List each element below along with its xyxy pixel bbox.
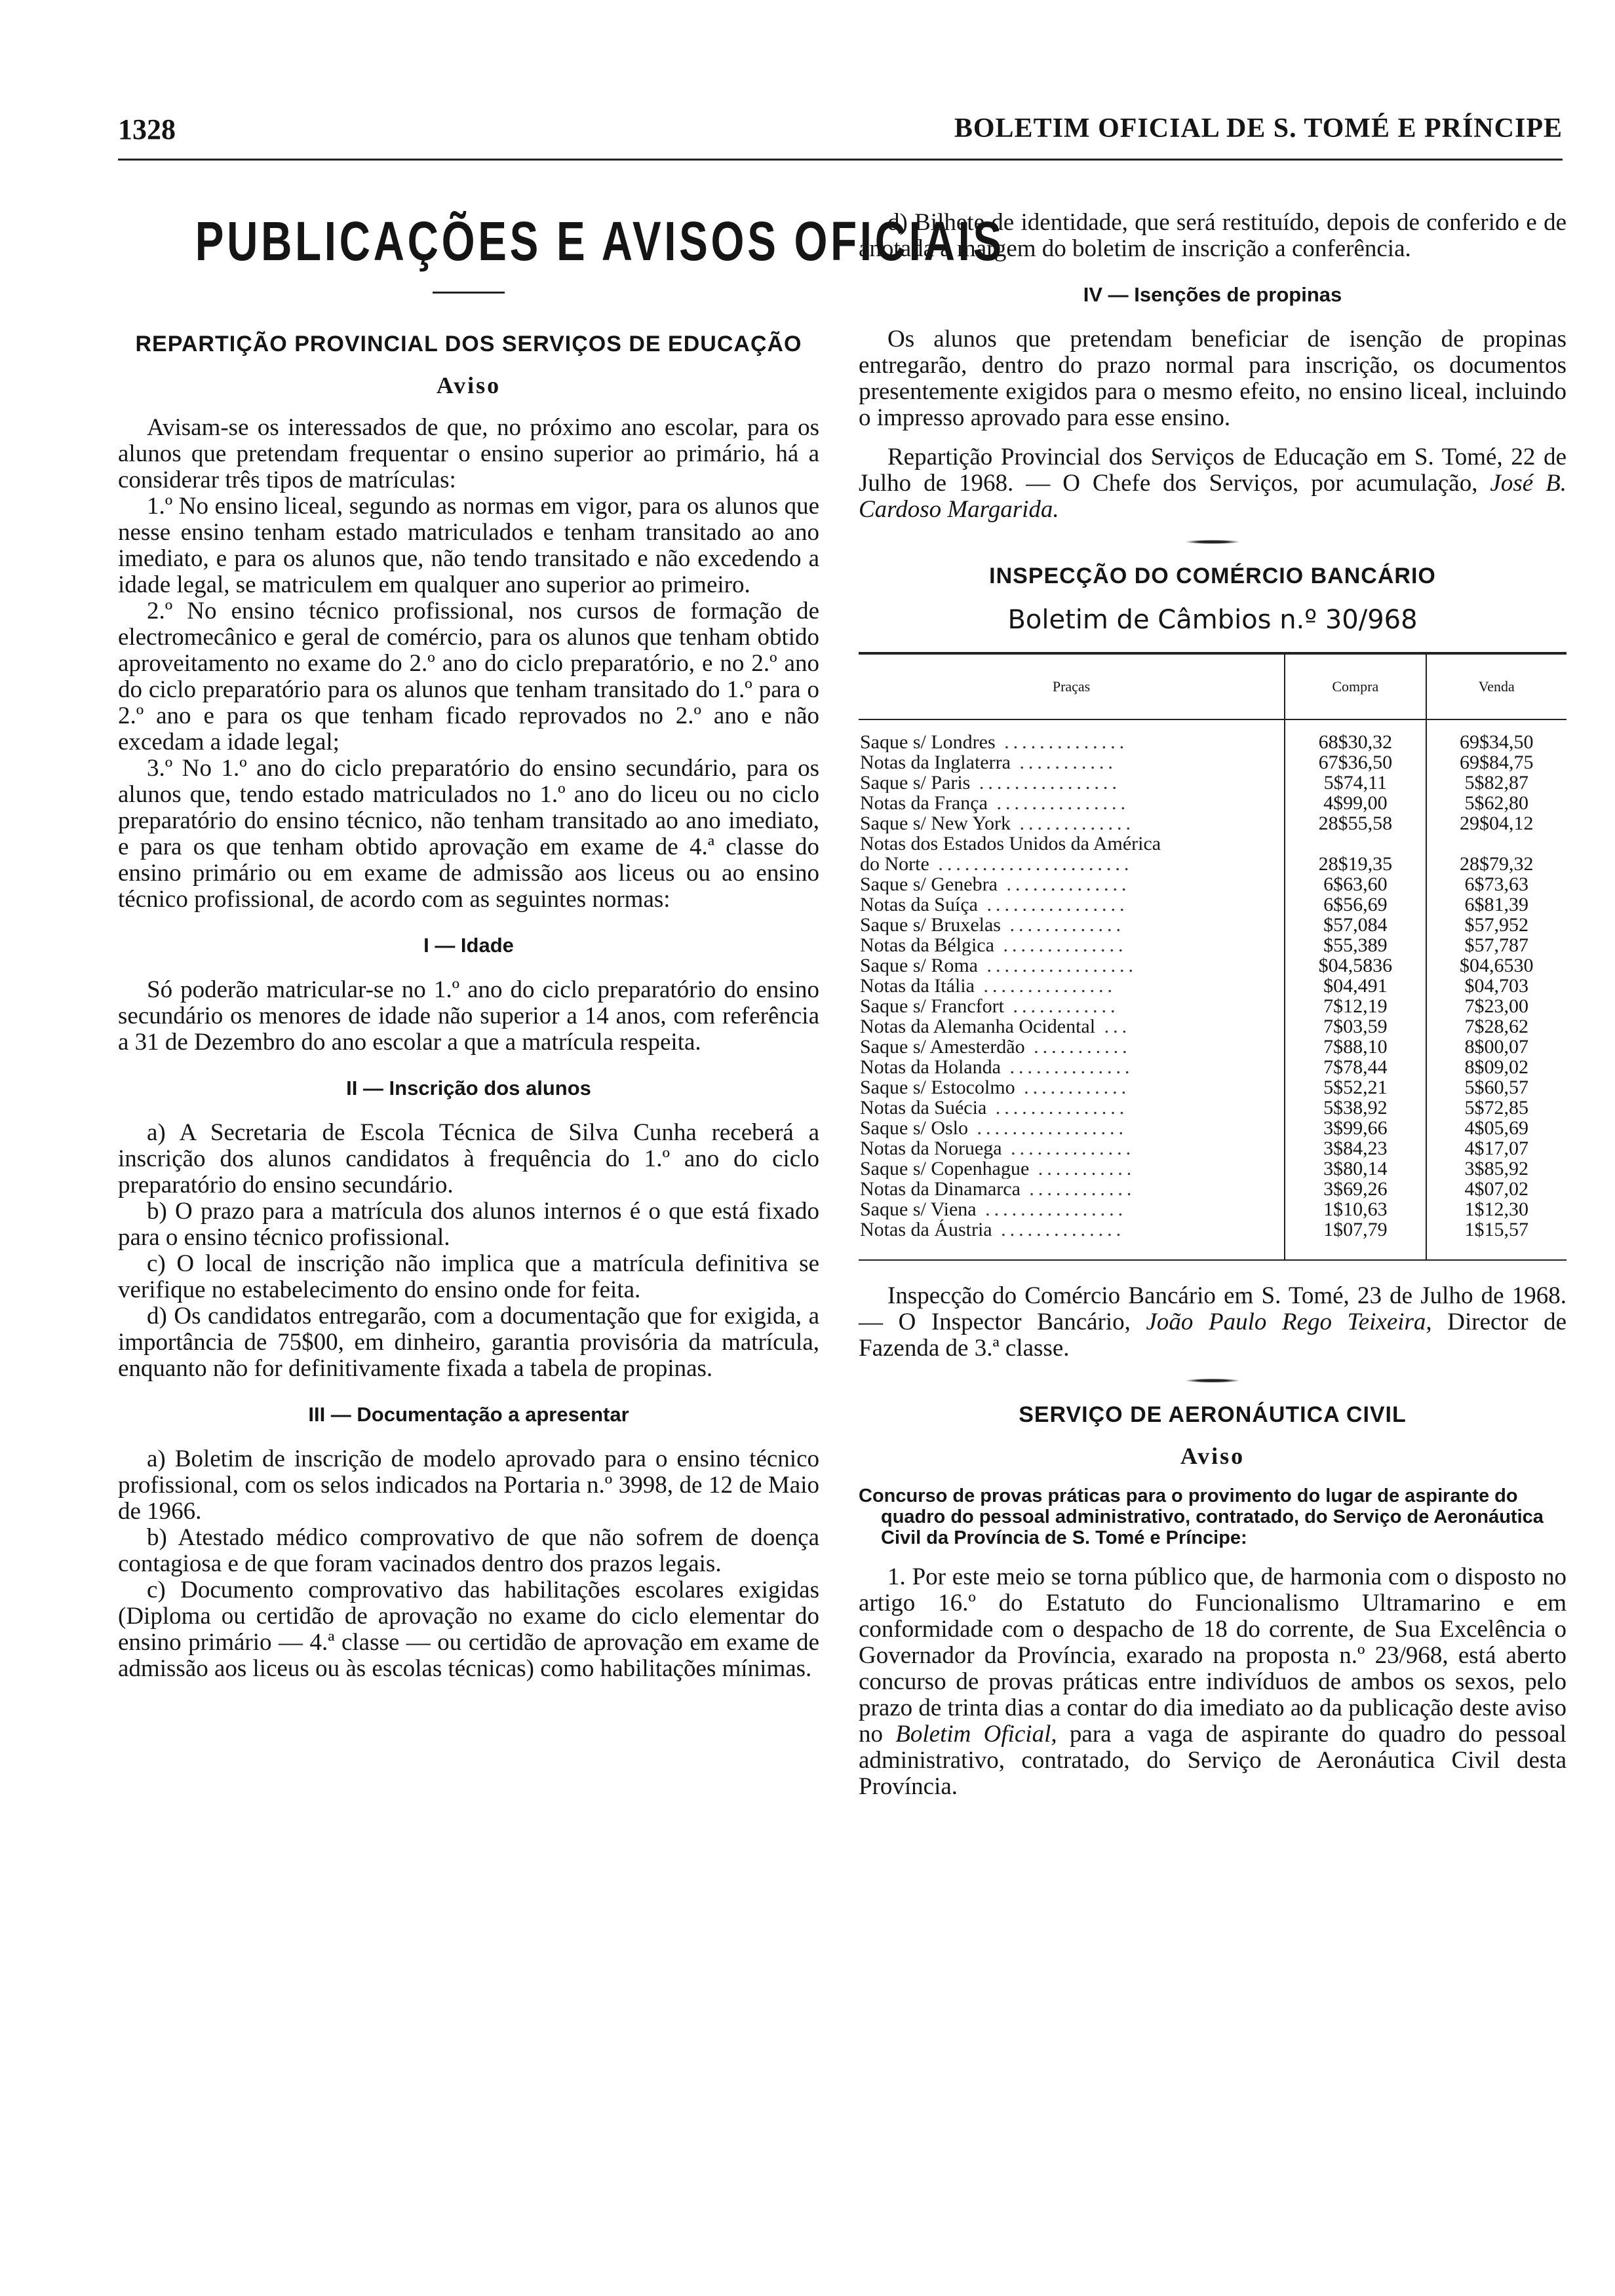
compra-cell: 3$69,26: [1285, 1179, 1426, 1199]
aviso-heading: Aviso: [436, 372, 501, 398]
leader-dots: ...........: [1010, 752, 1117, 773]
praca-cell: [859, 833, 1285, 854]
inscricao-b: b) O prazo para a matrícula dos alunos internos é o que está fixado para o ensino técnico profissional.: [118, 1198, 819, 1251]
praca-cell: [859, 1098, 1285, 1118]
header-pracas: Praças: [859, 653, 1285, 719]
compra-cell: $04,5836: [1285, 955, 1426, 976]
page-number: 1328: [118, 113, 176, 145]
section-title-inspeccao: INSPECÇÃO DO COMÉRCIO BANCÁRIO: [989, 564, 1436, 588]
documentacao-b: b) Atestado médico comprovativo de que não sofrem de doença contagiosa e de que foram vacinados dentro dos prazos legais.: [118, 1524, 819, 1577]
compra-cell: 1$10,63: [1285, 1199, 1426, 1219]
leader-dots: ...: [1095, 1016, 1131, 1037]
compra-cell: 5$74,11: [1285, 773, 1426, 793]
venda-cell: 69$34,50: [1426, 719, 1566, 752]
table-row: [859, 752, 1566, 773]
leader-dots: ................: [976, 1199, 1127, 1219]
venda-cell: $57,952: [1426, 915, 1566, 935]
praca-label: Notas da Itália: [860, 976, 975, 996]
praca-cell: [859, 915, 1285, 935]
praca-label: Saque s/ Francfort: [860, 996, 1004, 1016]
aviso-heading-2: Aviso: [1180, 1443, 1245, 1469]
praca-cell: [859, 793, 1285, 813]
table-row: [859, 773, 1566, 793]
compra-cell: 1$07,79: [1285, 1219, 1426, 1260]
concurso-heading: Concurso de provas práticas para o provimento do lugar de aspirante do quadro do pessoal administrativo, contratado, do Serviço de Aeronáutica Civil da Província de S. Tomé e Príncipe:: [859, 1485, 1544, 1548]
table-row: [859, 1077, 1566, 1098]
compra-cell: 7$12,19: [1285, 996, 1426, 1016]
compra-cell: 28$19,35: [1285, 854, 1426, 874]
leader-dots: ..............: [995, 731, 1129, 752]
venda-cell: 5$60,57: [1426, 1077, 1566, 1098]
table-body: [859, 719, 1566, 1260]
compra-cell: 7$78,44: [1285, 1057, 1426, 1077]
praca-cell: [859, 1219, 1285, 1260]
leader-dots: .............: [1000, 915, 1125, 935]
closing-educacao-text: Repartição Provincial dos Serviços de Educação em S. Tomé, 22 de Julho de 1968. — O Chefe dos Serviços, por acumulação,: [859, 444, 1566, 497]
venda-cell: $57,787: [1426, 935, 1566, 955]
venda-cell: 4$07,02: [1426, 1179, 1566, 1199]
inscricao-d: d) Os candidatos entregarão, com a documentação que for exigida, a importância de 75$00, em dinheiro, garantia provisória da matrícula, enquanto não for definitivamente fixada a tabela de propinas.: [118, 1303, 819, 1382]
item-1-paragraph: 1.º No ensino liceal, segundo as normas em vigor, para os alunos que nesse ensino tenham estado matriculados e tenham transitado ao ano imediato, e para os alunos que, não tendo transitado e não excedendo a idade legal, se matriculem em qualquer ano superior ao primeiro.: [118, 493, 819, 598]
section-divider: [1186, 540, 1239, 544]
signature-inspeccao: João Paulo Rego Teixeira,: [1146, 1309, 1432, 1335]
praca-label: Saque s/ Roma: [860, 955, 978, 976]
praca-cell: [859, 813, 1285, 833]
venda-cell: [1426, 833, 1566, 854]
subhead-isencoes: IV — Isenções de propinas: [1083, 283, 1342, 306]
running-header: [118, 113, 1563, 161]
table-row: [859, 894, 1566, 915]
venda-cell: 3$85,92: [1426, 1158, 1566, 1179]
compra-cell: 4$99,00: [1285, 793, 1426, 813]
praca-label: Saque s/ Viena: [860, 1199, 977, 1219]
praca-label: do Norte: [860, 854, 929, 874]
praca-label: Notas da Suécia: [860, 1098, 987, 1118]
intro-paragraph: Avisam-se os interessados de que, no próximo ano escolar, para os alunos que pretendam frequentar o ensino superior ao primário, há a considerar três tipos de matrículas:: [118, 414, 819, 493]
leader-dots: ...............: [986, 1098, 1129, 1118]
isencoes-paragraph: Os alunos que pretendam beneficiar de isenção de propinas entregarão, dentro do prazo normal para inscrição, os documentos presentemente exigidos para o mesmo efeito, no ensino liceal, incluindo o impresso aprovado para esse ensino.: [859, 326, 1566, 431]
praca-cell: [859, 894, 1285, 915]
praca-label: Notas da Suíça: [860, 894, 978, 915]
item-2-paragraph: 2.º No ensino técnico profissional, nos cursos de formação de electromecânico e geral de comércio, para os alunos que tenham obtido aproveitamento no exame do 2.º ano do ciclo preparatório, e no 2.º ano do ciclo preparatório para os alunos que tenham transitado do 1.º para o 2.º ano e para os que tenham ficado reprovados no 2.º ano e não excedam a idade legal;: [118, 598, 819, 756]
praca-label: Saque s/ Oslo: [860, 1118, 968, 1138]
section-title-educacao: REPARTIÇÃO PROVINCIAL DOS SERVIÇOS DE EDUCAÇÃO: [135, 332, 802, 356]
compra-cell: 5$52,21: [1285, 1077, 1426, 1098]
table-row: [859, 854, 1566, 874]
table-row: [859, 1199, 1566, 1219]
aeronautica-paragraph-1: [859, 1564, 1566, 1800]
table-row: [859, 1158, 1566, 1179]
leader-dots: ..............: [1002, 1138, 1135, 1158]
praca-cell: [859, 1158, 1285, 1179]
leader-dots: ................: [977, 894, 1129, 915]
table-row: [859, 935, 1566, 955]
title-rule: [433, 292, 505, 294]
idade-paragraph: Só poderão matricular-se no 1.º ano do ciclo preparatório do ensino secundário os menores de idade não superior a 14 anos, com referência a 31 de Dezembro do ano escolar a que a matrícula respeita.: [118, 976, 819, 1056]
paragraph-1-italic: Boletim Oficial,: [895, 1721, 1057, 1748]
table-row: [859, 719, 1566, 752]
compra-cell: 3$80,14: [1285, 1158, 1426, 1179]
table-header-row: [859, 653, 1566, 719]
venda-cell: 1$12,30: [1426, 1199, 1566, 1219]
leader-dots: ............: [1020, 1179, 1136, 1199]
table-row: [859, 813, 1566, 833]
compra-cell: $57,084: [1285, 915, 1426, 935]
leader-dots: ..............: [1000, 1057, 1134, 1077]
venda-cell: 4$17,07: [1426, 1138, 1566, 1158]
praca-label: Notas da Bélgica: [860, 935, 994, 955]
venda-cell: 5$62,80: [1426, 793, 1566, 813]
closing-educacao: [859, 444, 1566, 523]
table-row: [859, 955, 1566, 976]
section-title-aeronautica: SERVIÇO DE AERONÁUTICA CIVIL: [1019, 1402, 1407, 1427]
praca-cell: [859, 1199, 1285, 1219]
praca-label: Notas da Inglaterra: [860, 752, 1011, 773]
header-venda: Venda: [1426, 653, 1566, 719]
paragraph-1-part-a: 1. Por este meio se torna público que, de harmonia com o disposto no artigo 16.º do Estatuto do Funcionalismo Ultramarino e em conformidade com o despacho de 18 do corrente, de Sua Excelência o Governador da Província, exarado na proposta n.º 23/968, está aberto concurso de provas práticas entre indivíduos de ambos os sexos, pelo prazo de trinta dias a contar do dia imediato ao da publicação deste aviso no: [859, 1563, 1566, 1748]
compra-cell: 7$03,59: [1285, 1016, 1426, 1037]
paragraph-1-part-b: para a vaga de aspirante do quadro do pessoal administrativo, contratado, do Serviço de Aeronáutica Civil desta Província.: [859, 1721, 1567, 1800]
venda-cell: 6$73,63: [1426, 874, 1566, 894]
venda-cell: 28$79,32: [1426, 854, 1566, 874]
closing-inspeccao-text: Inspecção do Comércio Bancário em S. Tomé, 23 de Julho de 1968. — O Inspector Bancário,: [859, 1282, 1566, 1335]
praca-label: Notas da Dinamarca: [860, 1179, 1021, 1199]
subhead-inscricao: II — Inscrição dos alunos: [346, 1077, 591, 1100]
leader-dots: .............: [1011, 813, 1135, 833]
praca-cell: [859, 1118, 1285, 1138]
item-3-paragraph: 3.º No 1.º ano do ciclo preparatório do ensino secundário, para os alunos que, tendo estado matriculados no 1.º ano do liceu ou no ciclo preparatório do ensino técnico, não tenham transitado ao ano imediato, e para os que tenham obtido aprovação em exame de 4.ª classe do ensino primário ou em exame de admissão aos liceus ou ao ensino técnico profissional, de acordo com as seguintes normas:: [118, 755, 819, 913]
praca-label: Saque s/ Estocolmo: [860, 1077, 1015, 1098]
leader-dots: ..............: [992, 1219, 1125, 1240]
table-row: [859, 915, 1566, 935]
documentacao-c: c) Documento comprovativo das habilitações escolares exigidas (Diploma ou certidão de aprovação no exame do ciclo elementar do ensino primário — 4.ª classe — ou certidão de aprovação em exame de admissão aos liceus ou às escolas técnicas) como habilitações mínimas.: [118, 1577, 819, 1682]
journal-title: BOLETIM OFICIAL DE S. TOMÉ E PRÍNCIPE: [954, 113, 1563, 144]
leader-dots: ...........: [1029, 1158, 1136, 1179]
table-row: [859, 874, 1566, 894]
leader-dots: ......................: [929, 854, 1133, 874]
table-row: [859, 1037, 1566, 1057]
table-row: [859, 793, 1566, 813]
exchange-rates-table: [859, 652, 1566, 1261]
praca-cell: [859, 1057, 1285, 1077]
praca-label: Notas da Áustria: [860, 1219, 992, 1240]
compra-cell: 68$30,32: [1285, 719, 1426, 752]
praca-cell: [859, 1016, 1285, 1037]
right-column: [859, 210, 1566, 1800]
leader-dots: .................: [968, 1118, 1127, 1138]
inscricao-a: a) A Secretaria de Escola Técnica de Silva Cunha receberá a inscrição dos alunos candidatos à frequência do 1.º ano do ciclo preparatório do ensino secundário.: [118, 1119, 819, 1198]
compra-cell: $55,389: [1285, 935, 1426, 955]
table-row: [859, 976, 1566, 996]
compra-cell: 6$63,60: [1285, 874, 1426, 894]
table-row: [859, 1016, 1566, 1037]
leader-dots: ............: [1003, 996, 1119, 1016]
main-title: PUBLICAÇÕES E AVISOS OFICIAIS: [195, 210, 1005, 272]
documentacao-d: d) Bilhete de identidade, que será restituído, depois de conferido e de anotada à margem do boletim de inscrição a conferência.: [859, 209, 1566, 262]
venda-cell: 8$00,07: [1426, 1037, 1566, 1057]
praca-label: Notas da Alemanha Ocidental: [860, 1016, 1096, 1037]
compra-cell: 28$55,58: [1285, 813, 1426, 833]
leader-dots: ..............: [997, 874, 1131, 894]
signature-educacao: José B. Cardoso Margarida.: [859, 470, 1566, 523]
table-row: [859, 1219, 1566, 1260]
venda-cell: 5$82,87: [1426, 773, 1566, 793]
praca-label: Saque s/ Genebra: [860, 874, 998, 894]
compra-cell: 7$88,10: [1285, 1037, 1426, 1057]
praca-cell: [859, 1138, 1285, 1158]
venda-cell: 69$84,75: [1426, 752, 1566, 773]
praca-cell: [859, 719, 1285, 752]
venda-cell: 6$81,39: [1426, 894, 1566, 915]
leader-dots: ...............: [974, 976, 1116, 996]
praca-cell: [859, 752, 1285, 773]
boletim-title: Boletim de Câmbios n.º 30/968: [1007, 605, 1418, 635]
compra-cell: 3$99,66: [1285, 1118, 1426, 1138]
praca-cell: [859, 996, 1285, 1016]
subhead-documentacao: III — Documentação a apresentar: [308, 1403, 629, 1426]
header-compra: Compra: [1285, 653, 1426, 719]
table-row: [859, 1098, 1566, 1118]
praca-label: Notas da Holanda: [860, 1057, 1001, 1077]
praca-cell: [859, 773, 1285, 793]
compra-cell: 6$56,69: [1285, 894, 1426, 915]
praca-cell: [859, 1179, 1285, 1199]
table-row: [859, 1138, 1566, 1158]
praca-label: Saque s/ Londres: [860, 731, 996, 752]
venda-cell: $04,6530: [1426, 955, 1566, 976]
leader-dots: ...........: [1024, 1037, 1131, 1057]
leader-dots: .................: [978, 955, 1137, 976]
praca-label: Notas dos Estados Unidos da América: [860, 833, 1161, 854]
table-row: [859, 996, 1566, 1016]
compra-cell: 67$36,50: [1285, 752, 1426, 773]
praca-cell: [859, 955, 1285, 976]
praca-cell: [859, 976, 1285, 996]
praca-cell: [859, 854, 1285, 874]
compra-cell: 5$38,92: [1285, 1098, 1426, 1118]
praca-label: Notas da Noruega: [860, 1138, 1002, 1158]
venda-cell: 1$15,57: [1426, 1219, 1566, 1260]
venda-cell: $04,703: [1426, 976, 1566, 996]
leader-dots: ................: [970, 773, 1121, 793]
praca-label: Saque s/ Bruxelas: [860, 915, 1001, 935]
section-divider-2: [1186, 1379, 1239, 1383]
praca-label: Saque s/ New York: [860, 813, 1011, 833]
documentacao-a: a) Boletim de inscrição de modelo aprovado para o ensino técnico profissional, com os selos indicados na Portaria n.º 3998, de 12 de Maio de 1966.: [118, 1445, 819, 1525]
praca-label: Saque s/ Amesterdão: [860, 1037, 1025, 1057]
praca-label: Saque s/ Paris: [860, 773, 971, 793]
compra-cell: $04,491: [1285, 976, 1426, 996]
praca-label: Notas da França: [860, 793, 988, 813]
praca-label: Saque s/ Copenhague: [860, 1158, 1030, 1179]
venda-cell: 7$28,62: [1426, 1016, 1566, 1037]
compra-cell: [1285, 833, 1426, 854]
praca-cell: [859, 1037, 1285, 1057]
table-row: [859, 1179, 1566, 1199]
inscricao-c: c) O local de inscrição não implica que a matrícula definitiva se verifique no estabelecimento do ensino onde for feita.: [118, 1250, 819, 1303]
praca-cell: [859, 935, 1285, 955]
leader-dots: ...............: [987, 793, 1129, 813]
table-row: [859, 1118, 1566, 1138]
compra-cell: 3$84,23: [1285, 1138, 1426, 1158]
venda-cell: 29$04,12: [1426, 813, 1566, 833]
closing-inspeccao-tail: Director de Fazenda de 3.ª classe.: [859, 1309, 1567, 1362]
leader-dots: ............: [1015, 1077, 1131, 1098]
venda-cell: 4$05,69: [1426, 1118, 1566, 1138]
venda-cell: 7$23,00: [1426, 996, 1566, 1016]
praca-cell: [859, 874, 1285, 894]
subhead-idade: I — Idade: [423, 934, 514, 957]
closing-inspeccao: [859, 1283, 1566, 1362]
praca-cell: [859, 1077, 1285, 1098]
leader-dots: ..............: [994, 935, 1127, 955]
venda-cell: 5$72,85: [1426, 1098, 1566, 1118]
table-row: [859, 833, 1566, 854]
table-row: [859, 1057, 1566, 1077]
venda-cell: 8$09,02: [1426, 1057, 1566, 1077]
